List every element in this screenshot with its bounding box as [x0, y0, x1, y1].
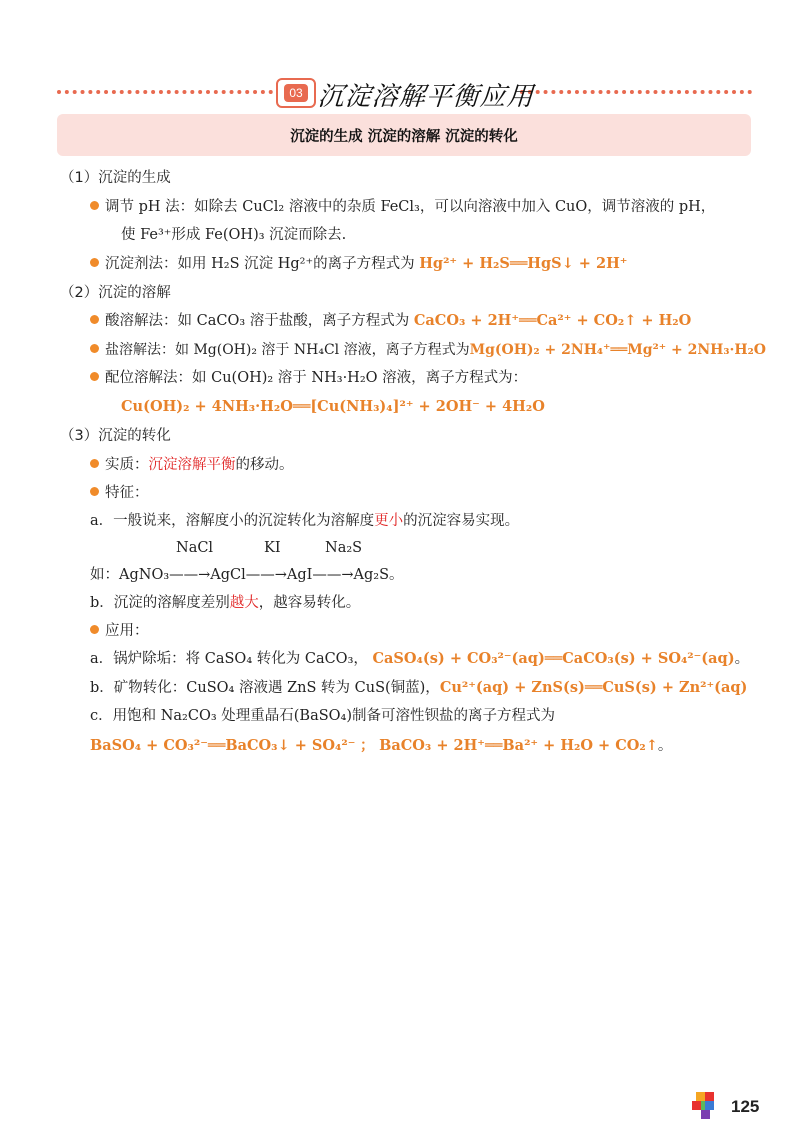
reagent-label-na2s: Na₂S — [325, 540, 363, 556]
bullet-icon — [90, 315, 99, 324]
bullet-icon — [90, 459, 99, 468]
item-text: 调节 pH 法：如除去 CuCl₂ 溶液中的杂质 FeCl₃，可以向溶液中加入 CuO，调节溶液的 pH， — [105, 199, 716, 215]
feature-b — [90, 593, 360, 613]
item-text: a．一般说来，溶解度小的沉淀转化为溶解度 — [90, 513, 375, 529]
section-heading-1: （1）沉淀的生成 — [60, 170, 171, 186]
list-item — [90, 254, 627, 274]
item-text: 盐溶解法：如 Mg(OH)₂ 溶于 NH₄Cl 溶液，离子方程式为 — [105, 342, 470, 358]
separator: ； — [359, 737, 375, 754]
bullet-icon — [90, 344, 99, 353]
equation: CaCO₃ + 2H⁺══Ca²⁺ + CO₂↑ + H₂O — [413, 312, 692, 329]
list-item — [90, 368, 527, 388]
item-text: a．锅炉除垢：将 CaSO₄ 转化为 CaCO₃， — [90, 651, 368, 667]
section-heading-2: （2）沉淀的溶解 — [60, 285, 171, 301]
section-heading-3: （3）沉淀的转化 — [60, 428, 171, 444]
list-item — [90, 197, 715, 217]
item-text: 。 — [657, 738, 673, 754]
subtitle-bar — [57, 114, 751, 156]
page-title: 沉淀溶解平衡应用 — [316, 82, 535, 112]
section-number-badge — [276, 78, 316, 108]
conversion-chain: 如：AgNO₃——→AgCl——→AgI——→Ag₂S。 — [90, 567, 404, 583]
highlight-text: 沉淀溶解平衡 — [148, 457, 236, 473]
list-item — [90, 455, 294, 475]
highlight-text: 更小 — [374, 513, 404, 529]
bullet-icon — [90, 372, 99, 381]
equation: CaSO₄(s) + CO₃²⁻(aq)══CaCO₃(s) + SO₄²⁻(aq) — [372, 650, 735, 667]
feature-a — [90, 511, 519, 531]
item-text: 。 — [734, 651, 750, 667]
list-item — [90, 311, 691, 331]
page-number: 125 — [731, 1097, 760, 1116]
item-text: 配位溶解法：如 Cu(OH)₂ 溶于 NH₃·H₂O 溶液，离子方程式为： — [105, 370, 528, 386]
subtitle-text: 沉淀的生成 沉淀的溶解 沉淀的转化 — [290, 128, 518, 145]
item-label: 应用： — [105, 623, 149, 639]
item-label: 特征： — [105, 485, 149, 501]
equation: BaCO₃ + 2H⁺══Ba²⁺ + H₂O + CO₂↑ — [379, 737, 658, 754]
list-item — [90, 621, 149, 641]
header-dotted-rule-right — [520, 90, 752, 94]
list-item-continuation: 使 Fe³⁺形成 Fe(OH)₃ 沉淀而除去. — [121, 227, 347, 243]
application-c: c．用饱和 Na₂CO₃ 处理重晶石(BaSO₄)制备可溶性钡盐的离子方程式为 — [90, 708, 556, 724]
section-number: 03 — [284, 84, 307, 102]
bullet-icon — [90, 487, 99, 496]
application-c-equations — [90, 736, 672, 756]
item-label: 实质： — [105, 457, 149, 473]
equation: Cu²⁺(aq) + ZnS(s)══CuS(s) + Zn²⁺(aq) — [439, 679, 748, 696]
item-text: 的移动。 — [235, 457, 294, 473]
item-text: 的沉淀容易实现。 — [403, 513, 520, 529]
item-text: 酸溶解法：如 CaCO₃ 溶于盐酸，离子方程式为 — [105, 313, 410, 329]
highlight-text: 越大 — [229, 595, 259, 611]
bullet-icon — [90, 258, 99, 267]
publisher-logo-icon — [692, 1090, 722, 1124]
bullet-icon — [90, 625, 99, 634]
header-dotted-rule-left — [57, 90, 273, 94]
list-item — [90, 340, 766, 360]
reagent-label-ki: KI — [264, 540, 281, 556]
application-a — [90, 649, 749, 669]
item-text: b．矿物转化：CuSO₄ 溶液遇 ZnS 转为 CuS(铜蓝)， — [90, 680, 440, 696]
list-item — [90, 483, 149, 503]
equation: Hg²⁺ + H₂S══HgS↓ + 2H⁺ — [419, 255, 628, 272]
item-text: b．沉淀的溶解度差别 — [90, 595, 230, 611]
bullet-icon — [90, 201, 99, 210]
application-b — [90, 678, 747, 698]
equation: Cu(OH)₂ + 4NH₃·H₂O══[Cu(NH₃)₄]²⁺ + 2OH⁻ + 4H₂O — [121, 398, 545, 415]
item-text: 沉淀剂法：如用 H₂S 沉淀 Hg²⁺的离子方程式为 — [105, 256, 415, 272]
equation: Mg(OH)₂ + 2NH₄⁺══Mg²⁺ + 2NH₃·H₂O — [469, 342, 766, 358]
reagent-label-nacl: NaCl — [176, 540, 214, 556]
equation: BaSO₄ + CO₃²⁻══BaCO₃↓ + SO₄²⁻ — [90, 737, 356, 754]
item-text: ，越容易转化。 — [258, 595, 361, 611]
